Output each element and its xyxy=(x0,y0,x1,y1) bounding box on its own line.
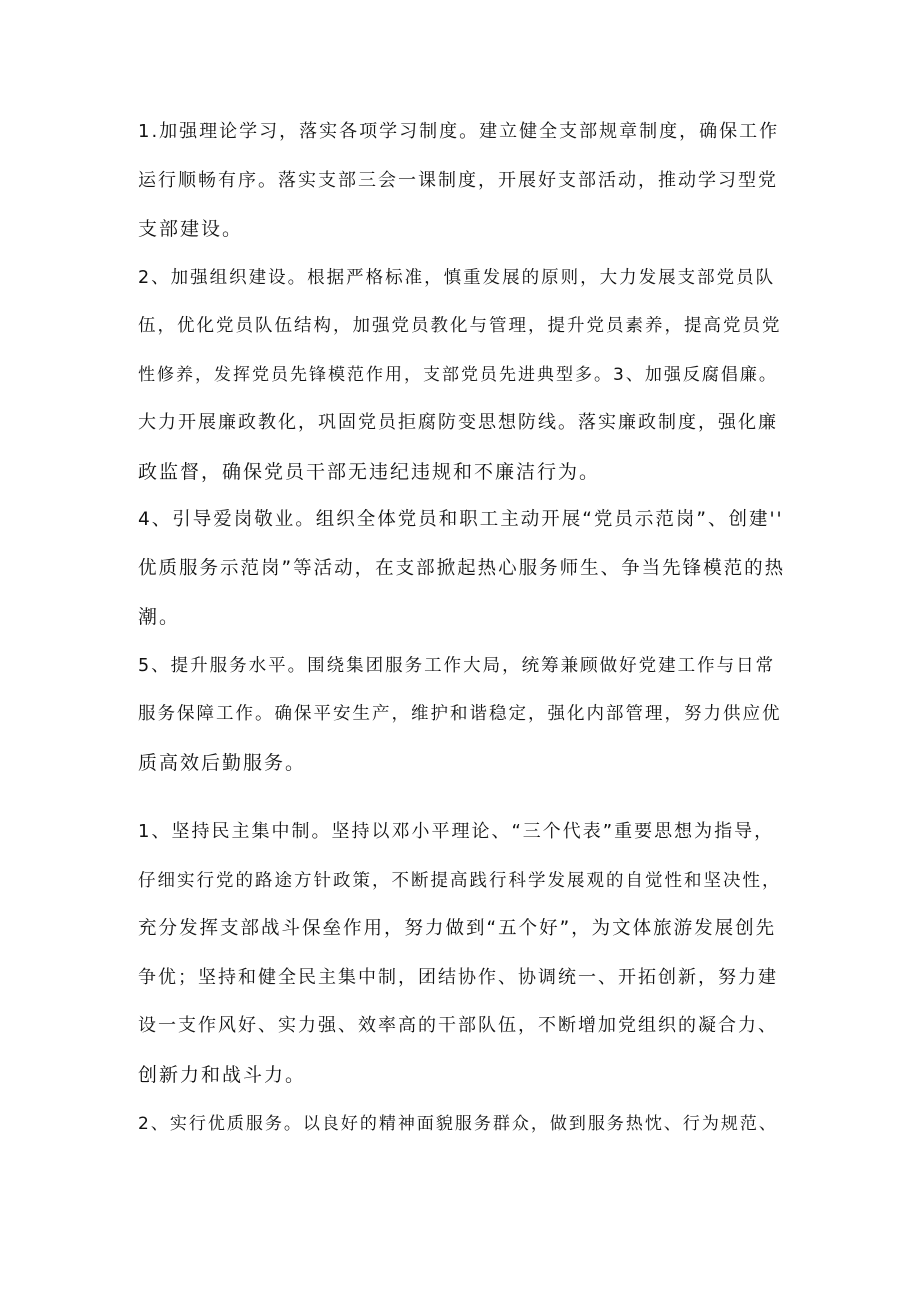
text-line: 1.加强理论学习，落实各项学习制度。建立健全支部规章制度，确保工作 xyxy=(138,121,780,142)
text-line: 政监督，确保党员干部无违纪违规和不廉洁行为。 xyxy=(138,460,601,483)
text-line: 支部建设。 xyxy=(138,218,244,240)
text-line: 潮。 xyxy=(138,606,181,628)
text-line: 充分发挥支部战斗保垒作用，努力做到“五个好”，为文体旅游发展创先 xyxy=(138,918,777,940)
text-line: 2、实行优质服务。以良好的精神面貌服务群众，做到服务热忱、行为规范、 xyxy=(138,1113,778,1134)
text-line: 4、引导爱岗敬业。组织全体党员和职工主动开展“党员示范岗”、创建'' xyxy=(138,509,784,530)
text-line: 质高效后勤服务。 xyxy=(138,751,307,774)
text-line: 仔细实行党的路途方针政策，不断提高践行科学发展观的自觉性和坚决性， xyxy=(138,870,782,891)
text-line: 大力开展廉政教化，巩固党员拒腐防变思想防线。落实廉政制度，强化廉 xyxy=(138,412,778,433)
text-line: 争优；坚持和健全民主集中制，团结协作、协调统一、开拓创新，努力建 xyxy=(138,966,778,988)
text-line: 2、加强组织建设。根据严格标准，慎重发展的原则，大力发展支部党员队 xyxy=(138,267,776,288)
text-line: 优质服务示范岗”等活动，在支部掀起热心服务师生、争当先锋模范的热 xyxy=(138,557,786,579)
text-line: 设一支作风好、实力强、效率高的干部队伍，不断增加党组织的凝合力、 xyxy=(138,1015,778,1037)
text-line: 5、提升服务水平。围绕集团服务工作大局，统筹兼顾做好党建工作与日常 xyxy=(138,655,776,676)
text-line: 伍，优化党员队伍结构，加强党员教化与管理，提升党员素养，提高党员党 xyxy=(138,316,782,336)
text-line: 创新力和战斗力。 xyxy=(138,1064,307,1086)
text-line: 性修养，发挥党员先锋模范作用，支部党员先进典型多。3、加强反腐倡廉。 xyxy=(138,364,778,385)
text-line: 运行顺畅有序。落实支部三会一课制度，开展好支部活动，推动学习型党 xyxy=(138,169,778,191)
text-line: 1、坚持民主集中制。坚持以邓小平理论、“三个代表”重要思想为指导， xyxy=(138,821,775,842)
text-line: 服务保障工作。确保平安生产，维护和谐稳定，强化内部管理，努力供应优 xyxy=(138,704,782,724)
